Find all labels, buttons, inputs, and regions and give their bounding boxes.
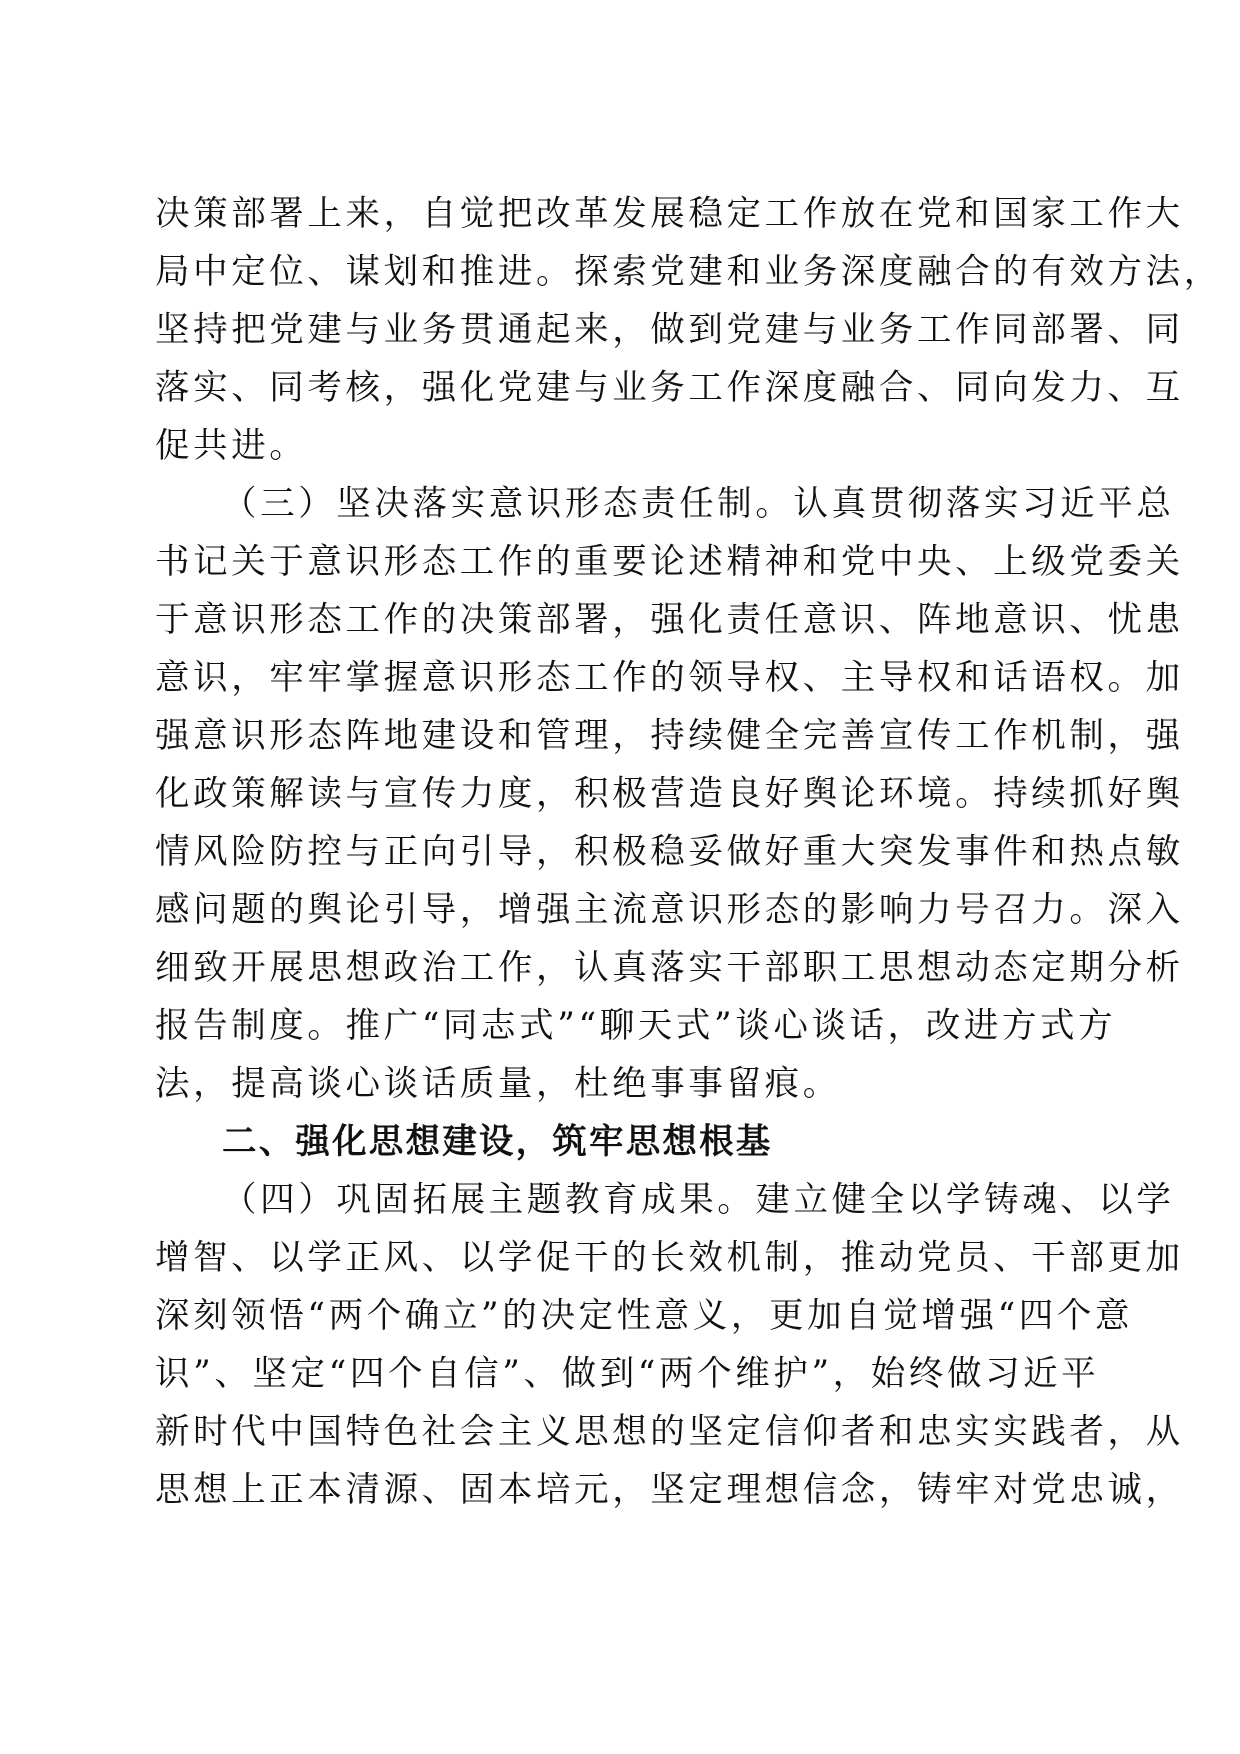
section-four-first-line: （四）巩固拓展主题教育成果。建立健全以学铸魂、以学 (222, 1180, 1175, 1220)
body-text-line: 细致开展思想政治工作，认真落实干部职工思想动态定期分析 (155, 948, 1184, 988)
body-text-line: 深刻领悟“两个确立”的决定性意义，更加自觉增强“四个意 (155, 1296, 1134, 1336)
body-text-line: 坚持把党建与业务贯通起来，做到党建与业务工作同部署、同 (155, 310, 1184, 350)
body-text-line: 法，提高谈心谈话质量，杜绝事事留痕。 (155, 1064, 841, 1104)
body-text-line: 思想上正本清源、固本培元，坚定理想信念，铸牢对党忠诚， (155, 1470, 1184, 1510)
body-text-line: 识”、坚定“四个自信”、做到“两个维护”，始终做习近平 (155, 1354, 1100, 1394)
body-text-line: 报告制度。推广“同志式”“聊天式”谈心谈话，改进方式方 (155, 1006, 1117, 1046)
body-text-line: 促共进。 (155, 426, 308, 466)
body-text-line: 情风险防控与正向引导，积极稳妥做好重大突发事件和热点敏 (155, 832, 1184, 872)
section-three-first-line: （三）坚决落实意识形态责任制。认真贯彻落实习近平总 (222, 484, 1175, 524)
body-text-line: 增智、以学正风、以学促干的长效机制，推动党员、干部更加 (155, 1238, 1184, 1278)
body-text-line: 决策部署上来，自觉把改革发展稳定工作放在党和国家工作大 (155, 194, 1184, 234)
body-text-line: 化政策解读与宣传力度，积极营造良好舆论环境。持续抓好舆 (155, 774, 1184, 814)
section-heading: 二、强化思想建设，筑牢思想根基 (222, 1122, 773, 1162)
body-text-line: 强意识形态阵地建设和管理，持续健全完善宣传工作机制，强 (155, 716, 1184, 756)
body-text-line: 感问题的舆论引导，增强主流意识形态的影响力号召力。深入 (155, 890, 1184, 930)
body-text-line: 局中定位、谋划和推进。探索党建和业务深度融合的有效方法， (155, 252, 1222, 292)
body-text-line: 落实、同考核，强化党建与业务工作深度融合、同向发力、互 (155, 368, 1184, 408)
body-text-line: 意识，牢牢掌握意识形态工作的领导权、主导权和话语权。加 (155, 658, 1184, 698)
body-text-line: 于意识形态工作的决策部署，强化责任意识、阵地意识、忧患 (155, 600, 1184, 640)
body-text-line: 新时代中国特色社会主义思想的坚定信仰者和忠实实践者，从 (155, 1412, 1184, 1452)
body-text-line: 书记关于意识形态工作的重要论述精神和党中央、上级党委关 (155, 542, 1184, 582)
